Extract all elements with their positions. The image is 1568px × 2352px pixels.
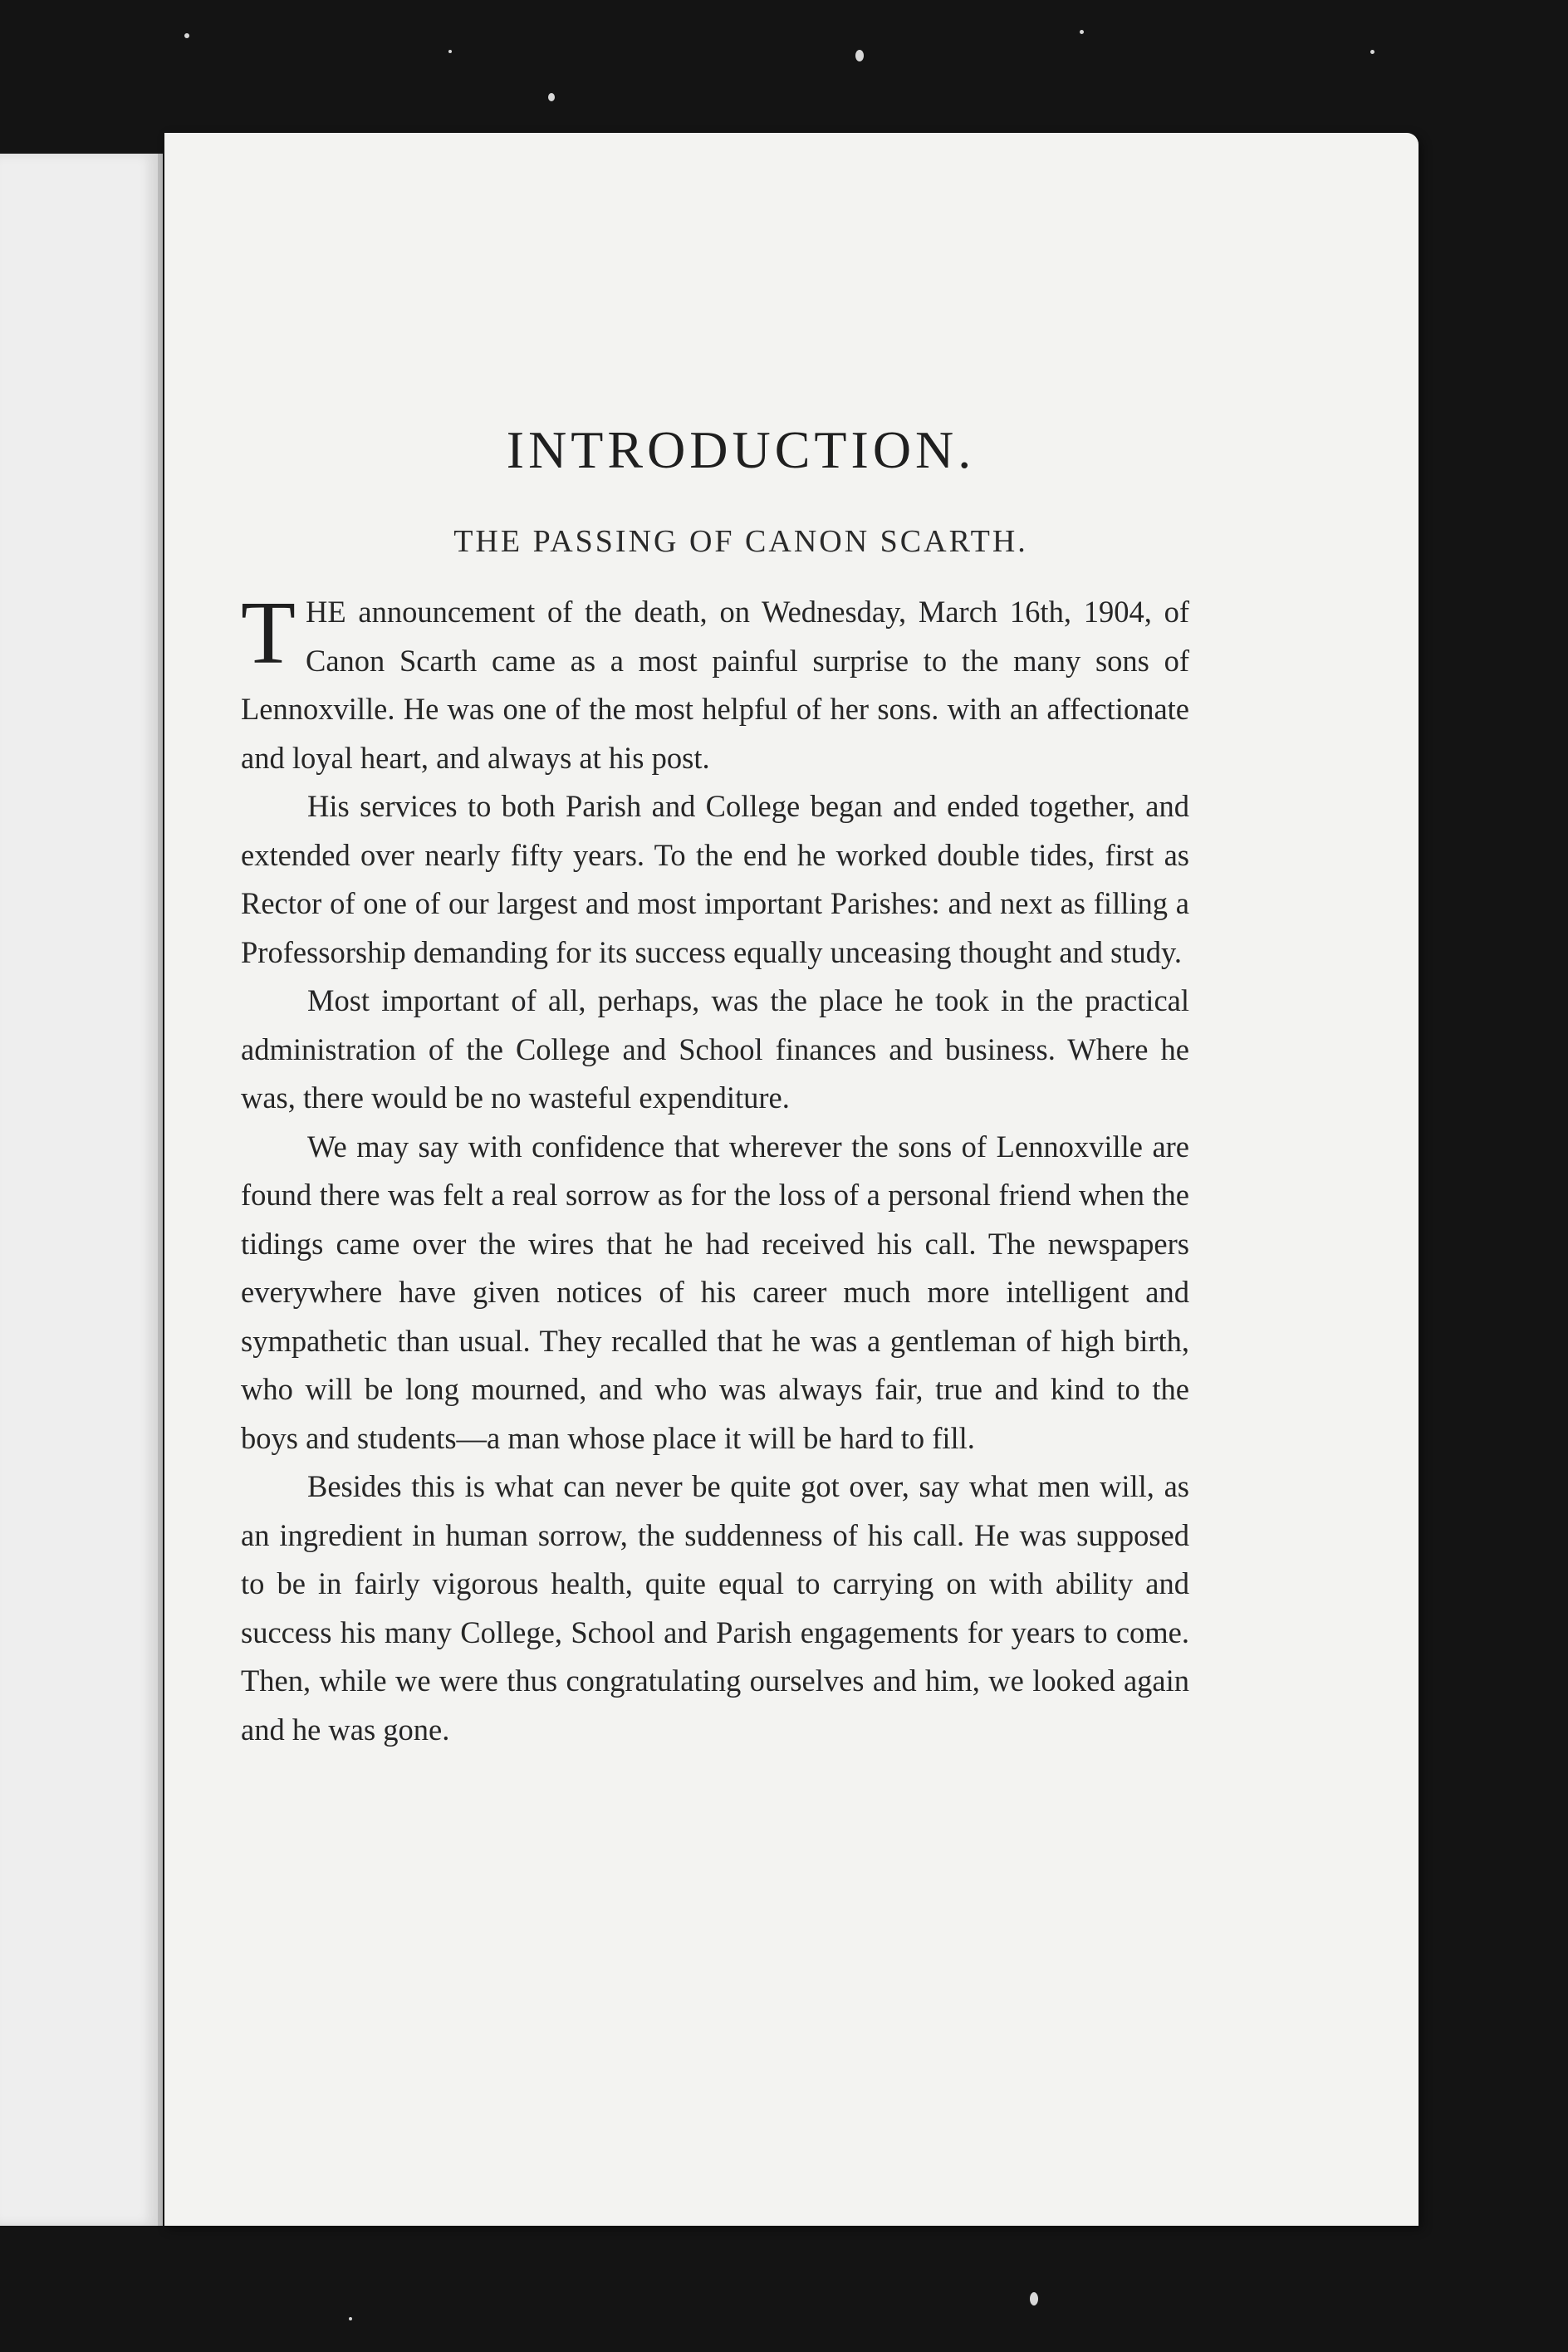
- dust-speck: [1370, 50, 1374, 54]
- dust-speck: [349, 2317, 352, 2320]
- paragraph-1-text: HE announcement of the death, on Wednesday, March 16th, 1904, of Canon Scarth came as a most painful surprise to the many sons of Lennoxville. He was one of the most helpful of her sons. with an affectionate and loyal heart, and always at his post.: [241, 595, 1189, 775]
- drop-cap: T: [241, 584, 296, 683]
- body-text: [241, 584, 1189, 1754]
- paragraph-4: We may say with confidence that wherever the sons of Lennoxville are found there was felt a real sorrow as for the loss of a personal friend when the tidings came over the wires that he had received his call. The newspapers everywhere have given notices of his career much more intelligent and sympathetic than usual. They recalled that he was a gentleman of high birth, who will be long mourned, and who was always fair, true and kind to the boys and students—a man whose place it will be hard to fill.: [241, 1129, 1189, 1455]
- dust-speck: [184, 33, 189, 38]
- paragraph-1: [241, 584, 1189, 782]
- dust-speck: [1030, 2292, 1038, 2305]
- dust-speck: [448, 50, 452, 53]
- dust-speck: [855, 50, 864, 61]
- paragraph-3: Most important of all, perhaps, was the place he took in the practical administration of the College and School finances and business. Where he was, there would be no wasteful expenditure.: [241, 983, 1189, 1115]
- paragraph-2: His services to both Parish and College began and ended together, and extended over nearly fifty years. To the end he worked double tides, first as Rector of one of our largest and most important Parishes: and next as filling a Professorship demanding for its success equally unceasing thought and study.: [241, 789, 1189, 969]
- dust-speck: [548, 93, 555, 101]
- page-subtitle: THE PASSING OF CANON SCARTH.: [453, 524, 1028, 559]
- paragraph-5: Besides this is what can never be quite got over, say what men will, as an ingredient in human sorrow, the suddenness of his call. He was supposed to be in fairly vigorous health, quite equal to carrying on with ability and success his many College, School and Parish engagements for years to come. Then, while we were thus congratulating ourselves and him, we looked again and he was gone.: [241, 1469, 1189, 1747]
- book-page: [164, 133, 1419, 2226]
- left-page-edge: [0, 154, 163, 2226]
- page-title: INTRODUCTION.: [506, 420, 976, 479]
- dust-speck: [1080, 30, 1084, 34]
